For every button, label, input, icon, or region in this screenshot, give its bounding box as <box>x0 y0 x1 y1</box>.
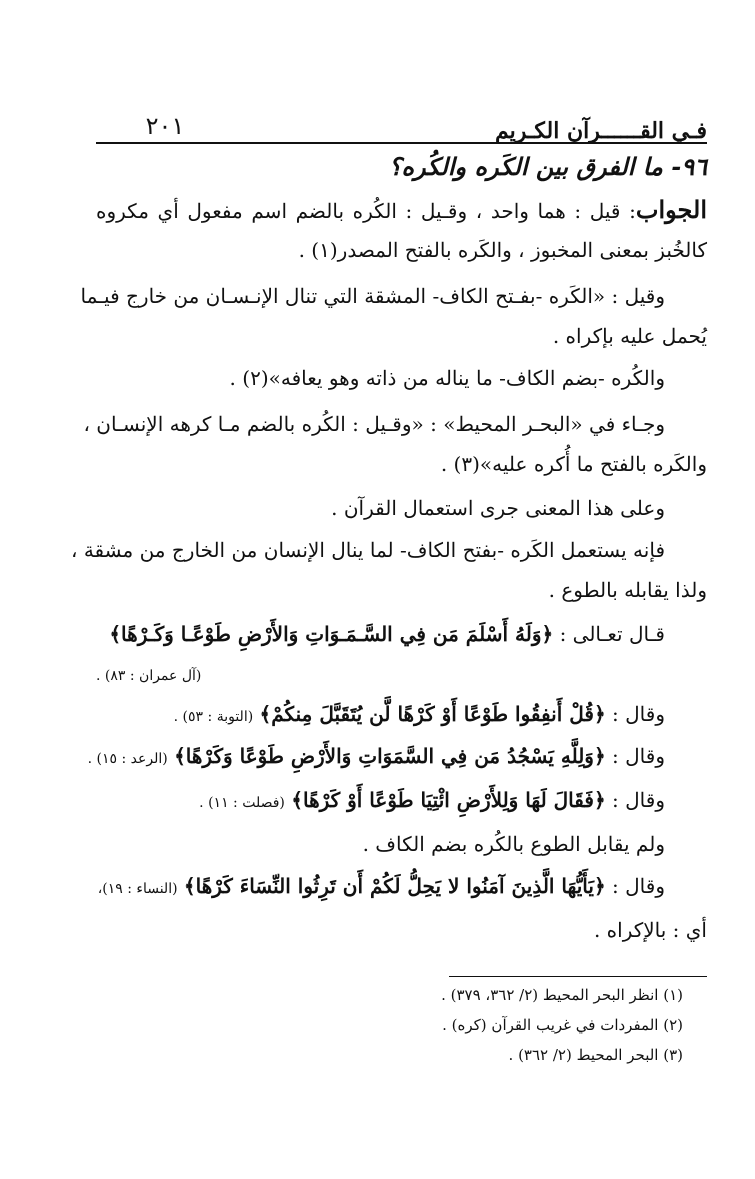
verse-line <box>96 620 665 648</box>
body-line: كالخُبز بمعنى المخبوز ، والكَره بالفتح المصدر(١) . <box>298 238 707 262</box>
verse-reference: (فصلت : ١١) . <box>199 795 285 811</box>
body-line: أي : بالإكراه . <box>593 918 707 942</box>
question-title: ٩٦- ما الفرق بين الكَره والكُره؟ <box>388 152 707 181</box>
quran-quote: ﴿فَقَالَ لَهَا وَلِلأَرْضِ ائْتِيَا طَوْعًا أَوْ كَرْهًا﴾ <box>291 788 606 812</box>
verse-intro: وقال : <box>612 874 665 898</box>
verse-intro: قـال تعـالى : <box>559 622 665 646</box>
verse-reference: (النساء : ١٩)، <box>97 881 178 897</box>
verse-intro: وقال : <box>612 788 665 812</box>
body-line: ولم يقابل الطوع بالكُره بضم الكاف . <box>362 832 665 856</box>
verse-reference: (التوبة : ٥٣) . <box>173 709 254 725</box>
verse-line <box>96 786 665 817</box>
quran-quote: ﴿وَلِلَّهِ يَسْجُدُ مَن فِي السَّمَوَاتِ وَالأَرْضِ طَوْعًا وَكَرْهًا﴾ <box>174 744 606 768</box>
answer-label: الجواب <box>635 195 707 224</box>
body-line: يُحمل عليه بإكراه . <box>552 324 707 348</box>
page-number: ٢٠١ <box>145 112 185 140</box>
body-line: والكَره بالفتح ما أُكره عليه»(٣) . <box>440 452 707 476</box>
quran-quote: ﴿يَأَيُّهَا الَّذِينَ آمَنُوا لا يَحِلُّ لَكُمْ أَن تَرِثُوا النِّسَاءَ كَرْهًا﴾ <box>183 874 606 898</box>
quran-quote: ﴿قُلْ أَنفِقُوا طَوْعًا أَوْ كَرْهًا لَّن يُتَقَبَّلَ مِنكُمْ﴾ <box>259 702 606 726</box>
body-line: وعلى هذا المعنى جرى استعمال القرآن . <box>331 496 665 520</box>
header-rule <box>96 142 707 144</box>
verse-reference: (الرعد : ١٥) . <box>87 751 168 767</box>
body-line: والكُره -بضم الكاف- ما يناله من ذاته وهو يعافه»(٢) . <box>229 366 665 390</box>
footnote: (١) انظر البحر المحيط (٢/ ٣٦٢، ٣٧٩) . <box>441 986 683 1004</box>
quran-quote: ﴿وَلَهُ أَسْلَمَ مَن فِي السَّـمَـوَاتِ وَالأَرْضِ طَوْعًـا وَكَـرْهًا﴾ <box>109 622 554 646</box>
running-header-title: فـي القــــــرآن الكـريم <box>495 118 707 144</box>
body-line-text: : قيل : هما واحد ، وقـيل : الكُره بالضم اسم مفعول أي مكروه <box>96 199 636 223</box>
body-line: وقيل : «الكَره -بفـتح الكاف- المشقة التي تنال الإنـسـان من خارج فيـما <box>80 284 665 308</box>
footnote: (٣) البحر المحيط (٢/ ٣٦٢) . <box>508 1046 683 1064</box>
body-line: وجـاء في «البحـر المحيط» : «وقـيل : الكُره بالضم مـا كرهه الإنسـان ، <box>83 412 665 436</box>
verse-intro: وقال : <box>612 702 665 726</box>
footnote-rule <box>449 976 707 977</box>
body-line: فإنه يستعمل الكَره -بفتح الكاف- لما ينال الإنسان من الخارج من مشقة ، <box>71 538 665 562</box>
footnote: (٢) المفردات في غريب القرآن (كره) . <box>442 1016 683 1034</box>
body-line: ولذا يقابله بالطوع . <box>548 578 707 602</box>
verse-reference: (آل عمران : ٨٣) . <box>96 668 202 684</box>
verse-line <box>96 872 665 903</box>
verse-intro: وقال : <box>612 744 665 768</box>
verse-line <box>87 742 665 773</box>
verse-line <box>96 700 665 731</box>
body-line <box>96 196 707 225</box>
